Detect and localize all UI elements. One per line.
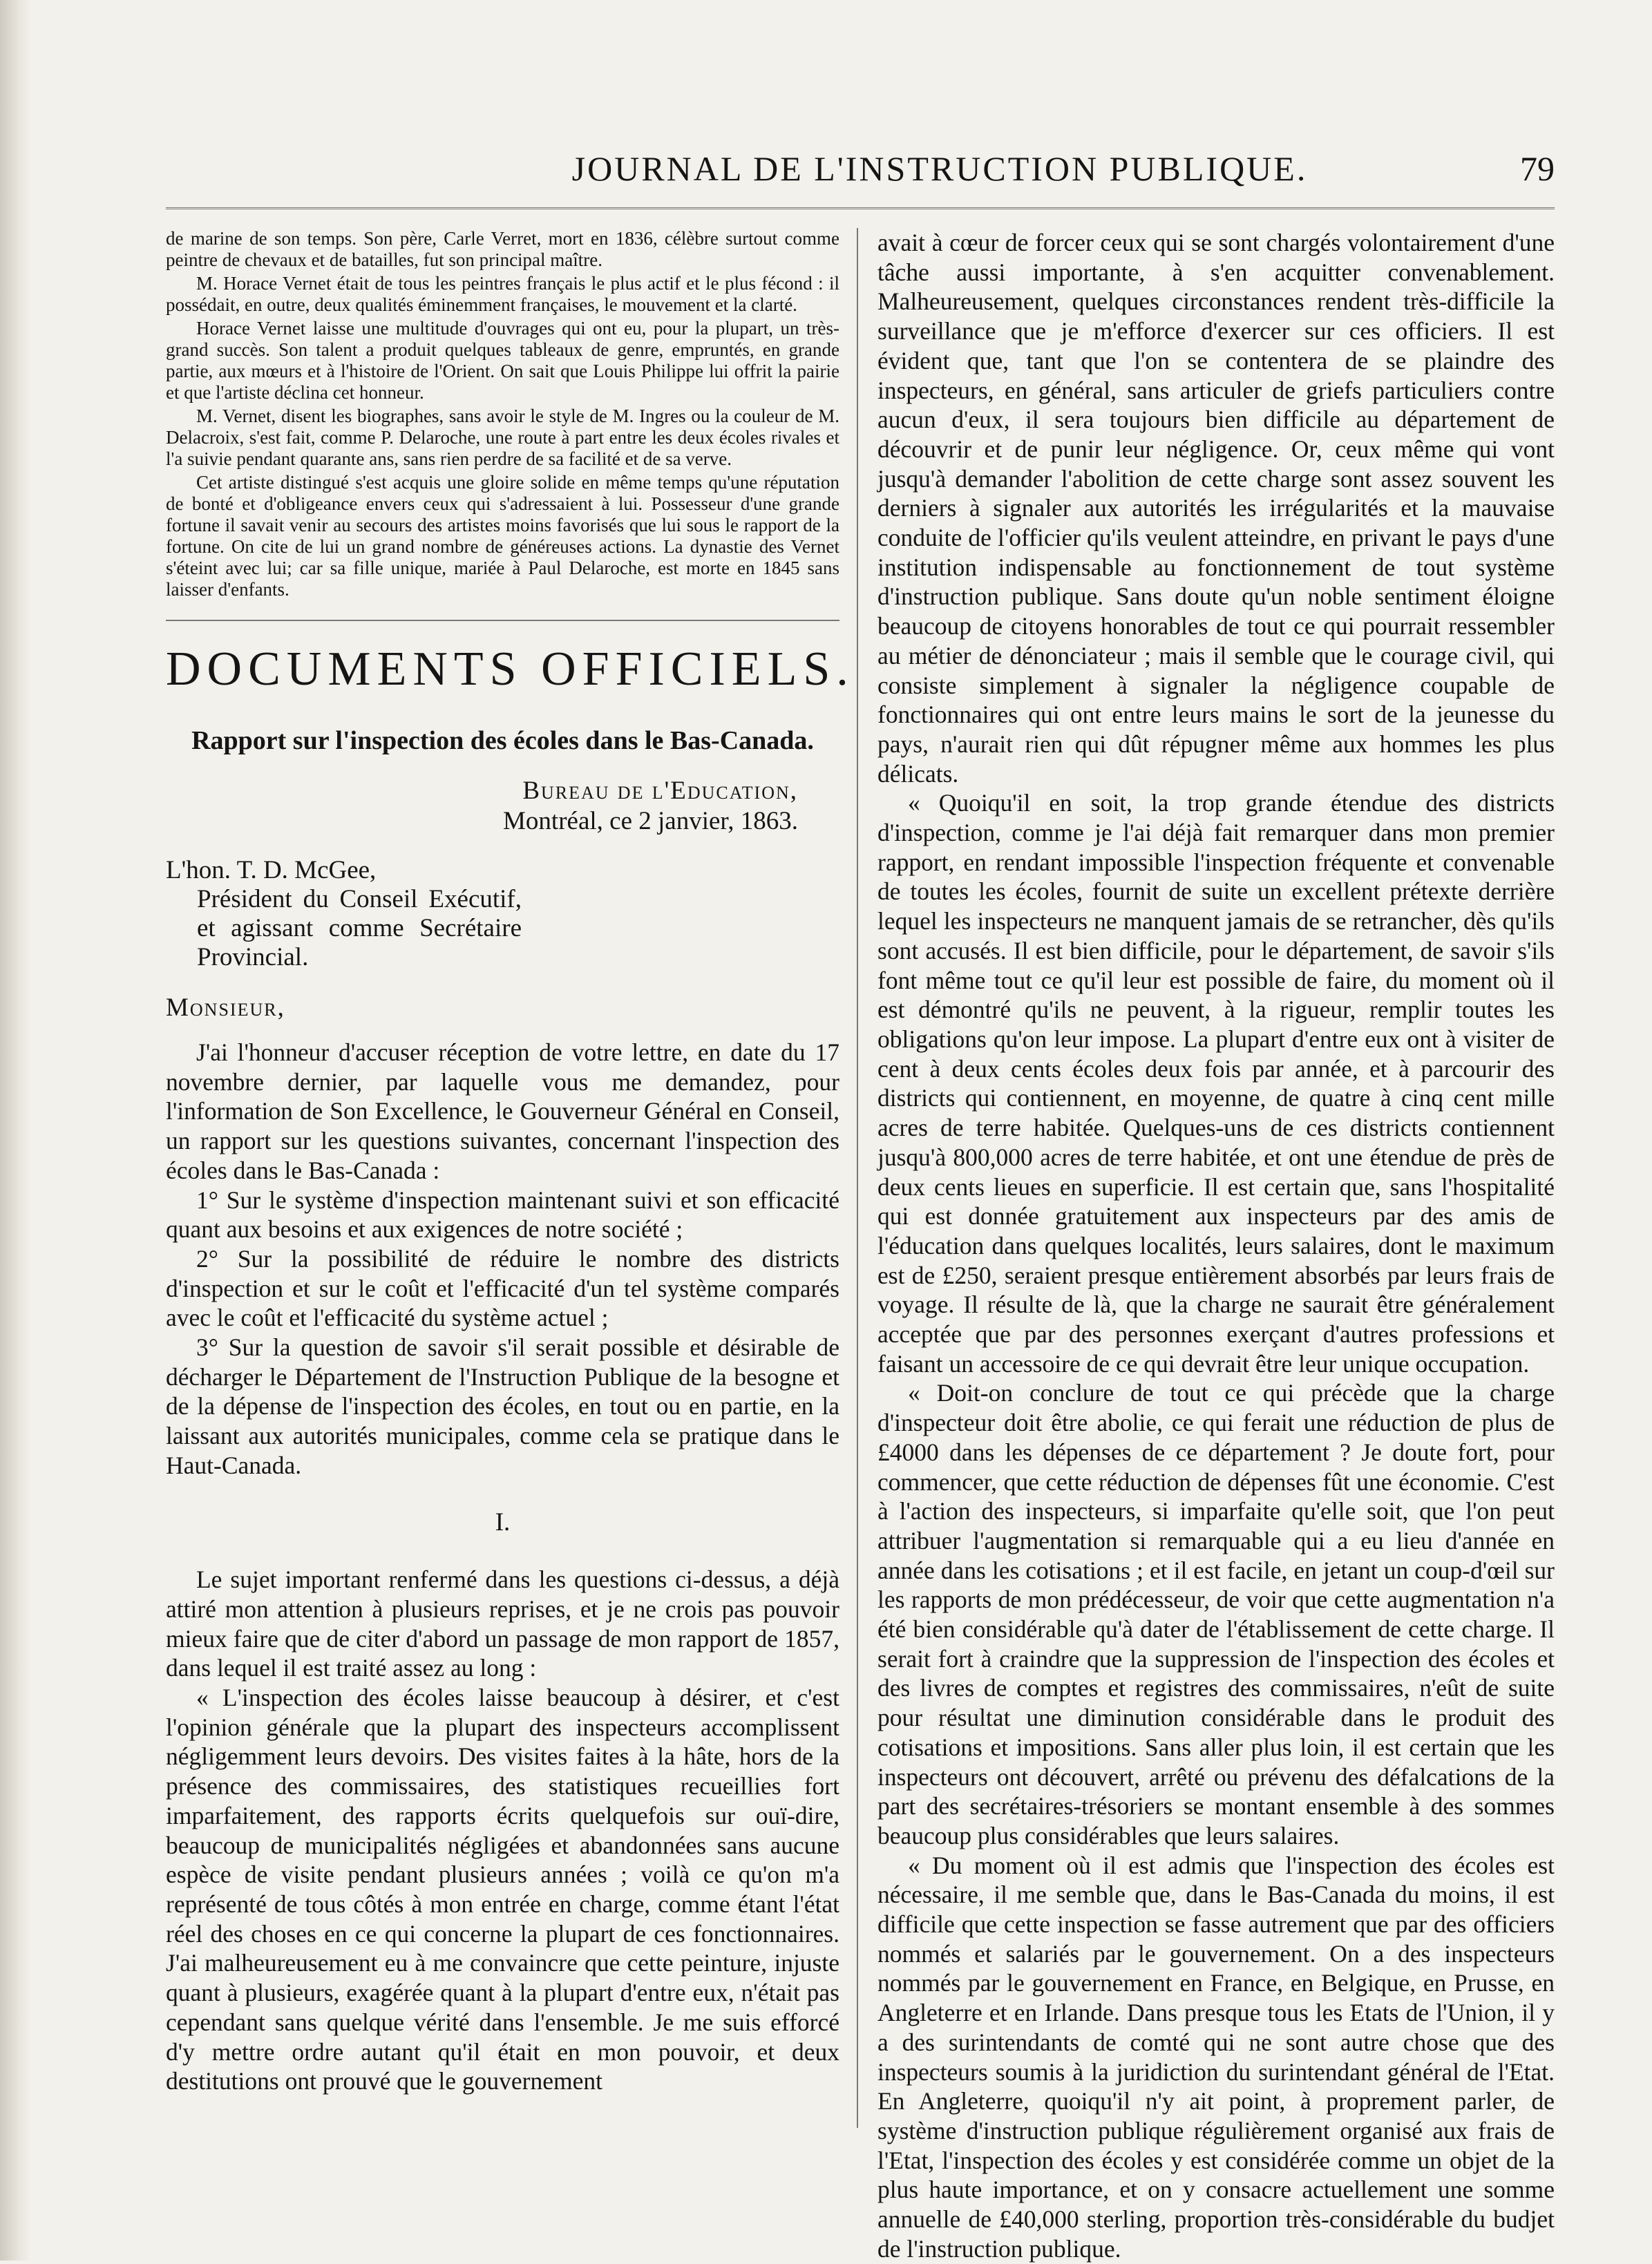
biography-section: [166, 228, 839, 600]
question-item: 1° Sur le système d'inspection maintenant suivi et son efficacité quant aux besoins et aux exigences de notre société ;: [166, 1186, 839, 1244]
body-paragraph: « Du moment où il est admis que l'inspection des écoles est nécessaire, il me semble que, dans le Bas-Canada du moins, il est difficile que cette inspection se fasse autrement que par des officiers nommés et salariés par le gouvernement. On a des inspecteurs nommés par le gouvernement en France, en Belgique, en Prusse, en Angleterre et en Irlande. Dans presque tous les Etats de l'Union, il y a des surintendants de comté qui ne sont autre chose que des inspecteurs soumis à la juridiction du surintendant général de l'Etat. En Angleterre, quoiqu'il n'y ait point, à proprement parler, de système d'instruction publique régulièrement organisé aux frais de l'Etat, l'inspection des écoles y est considérée comme un objet de la plus haute importance, et on y consacre actuellement une somme annuelle de £40,000 sterling, proportion très-considérable du budjet de l'instruction publique.: [877, 1851, 1555, 2263]
dateline-office: Bureau de l'Education,: [522, 777, 798, 805]
header-rule: [166, 207, 1555, 209]
bio-paragraph: de marine de son temps. Son père, Carle Verret, mort en 1836, célèbre surtout comme peintre de chevaux et de batailles, fut son principal maître.: [166, 228, 839, 270]
letter-body: [166, 1038, 839, 2096]
body-paragraph: « L'inspection des écoles laisse beaucoup à désirer, et c'est l'opinion générale que la plupart des inspecteurs accomplissent négligemment leurs devoirs. Des visites faites à la hâte, hors de la présence des commissaires, des statistiques recueillies fort imparfaitement, des rapports écrits quelquefois sur ouï-dire, beaucoup de municipalités négligées et abandonnées sans aucune espèce de visite pendant plusieurs années ; voilà ce qu'on m'a représenté de tous côtés à mon entrée en charge, comme étant l'état réel des choses en ce qui concerne la plupart de ces fonctionnaires. J'ai malheureusement eu à me convaincre que cette peinture, injuste quant à plusieurs, exagérée quant à la plupart d'entre eux, n'était pas cependant sans quelque vérité dans l'ensemble. Je me suis efforcé d'y mettre ordre autant qu'il était en mon pouvoir, et deux destitutions ont prouvé que le gouvernement: [166, 1684, 839, 2095]
body-paragraph: « Quoiqu'il en soit, la trop grande étendue des districts d'inspection, comme je l'ai déjà fait remarquer dans mon premier rapport, en rendant impossible l'inspection fréquente et convenable de toutes les écoles, fournit de suite un excellent prétexte derrière lequel les inspecteurs ne manquent jamais de se retrancher, dès qu'ils sont accusés. Il est bien difficile, pour le département, de savoir s'ils font même tout ce qu'il leur est possible de faire, du moment où il est démontré qu'ils ne peuvent, à la rigueur, remplir toutes les obligations qu'on leur impose. La plupart d'entre eux ont à visiter de cent à deux cents écoles deux fois par année, et à parcourir des districts qui contiennent, en moyenne, de quatre à cinq cent mille acres de terre habitée. Quelques-uns de ces districts contiennent jusqu'à 800,000 acres de terre habitée, et ont une étendue de près de deux cents lieues en superficie. Il est certain que, sans l'hospitalité qui est donnée gratuitement aux inspecteurs par des amis de l'éducation dans quelques localités, leurs salaires, dont le maximum est de £250, seraient presque entièrement absorbés par leurs frais de voyage. Il résulte de là, que la charge ne saurait être généralement acceptée que par des personnes exerçant d'autres professions et faisant un accessoire de ce qui devrait être leur unique occupation.: [877, 789, 1555, 1378]
addressee: [166, 856, 839, 972]
section-title: DOCUMENTS OFFICIELS.: [166, 643, 855, 696]
addressee-name: L'hon. T. D. McGee,: [166, 856, 377, 884]
body-paragraph: avait à cœur de forcer ceux qui se sont chargés volontairement d'une tâche aussi importante, à s'en acquitter convenablement. Malheureusement, quelques circonstances rendent très-difficile la surveillance que je m'efforce d'exercer sur ces officiers. Il est évident que, tant que l'on se contentera de se plaindre des inspecteurs, en général, sans articuler de griefs particuliers contre aucun d'eux, il sera toujours bien difficile au département de découvrir et de punir leur négligence. Or, ceux même qui vont jusqu'à demander l'abolition de cette charge sont assez souvent les derniers à signaler aux autorités les irrégularités et la mauvaise conduite de l'officier qu'ils veulent atteindre, en privant le pays d'une institution indispensable au fonctionnement de tout système d'instruction publique. Sans doute qu'un noble sentiment éloigne beaucoup de citoyens honorables de tout ce qui pourrait ressembler au métier de dénonciateur ; mais il semble que le courage civil, qui consiste simplement à signaler la négligence coupable de fonctionnaires qui ont entre leurs mains le sort de la jeunesse du pays, n'aurait rien qui dût répugner même aux hommes les plus délicats.: [877, 229, 1555, 788]
left-column: [166, 228, 855, 2096]
section-numeral: I.: [495, 1507, 511, 1537]
body-paragraph: « Doit-on conclure de tout ce qui précède que la charge d'inspecteur doit être abolie, ce qui ferait une réduction de plus de £4000 dans les dépenses de ce département ? Je doute fort, pour commencer, que cette réduction de dépenses fût une économie. C'est à l'action des inspecteurs, si imparfaite qu'elle soit, que l'on peut attribuer l'augmentation si remarquable qui a eu lieu d'année en année dans les cotisations ; et il est facile, en jetant un coup-d'œil sur les rapports de mon prédécesseur, de voir que cette augmentation n'a été bien considérable qu'à dater de l'établissement de cette charge. Il serait fort à craindre que la suppression de l'inspection des écoles et des livres de comptes et registres des commissaires, n'eût de suite pour résultat une diminution considérable dans le produit des cotisations et impositions. Sans aller plus loin, il est certain que les inspecteurs ont découvert, arrêté ou prévenu des défalcations de la part des secrétaires-trésoriers se montant ensemble à des sommes beaucoup plus considérables que leurs salaires.: [877, 1379, 1555, 1849]
right-column: [877, 228, 1555, 2264]
question-item: 3° Sur la question de savoir s'il serait possible et désirable de décharger le Département de l'Instruction Publique de la besogne et de la dépense de l'inspection des écoles, en tout ou en partie, en la laissant aux autorités municipales, comme cela se pratique dans le Haut-Canada.: [166, 1333, 839, 1479]
intro-paragraph: J'ai l'honneur d'accuser réception de votre lettre, en date du 17 novembre dernier, par laquelle vous me demandez, pour l'information de Son Excellence, le Gouverneur Général en Conseil, un rapport sur les questions suivantes, concernant l'inspection des écoles dans le Bas-Canada :: [166, 1038, 839, 1184]
page-header: [166, 149, 1555, 197]
question-item: 2° Sur la possibilité de réduire le nombre des districts d'inspection et sur le coût et l'efficacité d'un tel système comparés avec le coût et l'efficacité du système actuel ;: [166, 1244, 839, 1332]
report-title: Rapport sur l'inspection des écoles dans le Bas-Canada.: [191, 726, 814, 755]
salutation: Monsieur,: [166, 993, 285, 1022]
page-number: 79: [1520, 149, 1555, 188]
dateline-place-date: Montréal, ce 2 janvier, 1863.: [503, 807, 798, 835]
binding-edge: [0, 0, 32, 2261]
column-divider: [857, 228, 858, 2128]
body-paragraph: Le sujet important renfermé dans les questions ci-dessus, a déjà attiré mon attention à plusieurs reprises, et je ne crois pas pouvoir mieux faire que de citer d'abord un passage de mon rapport de 1857, dans lequel il est traité assez au long :: [166, 1566, 839, 1682]
bio-paragraph: M. Horace Vernet était de tous les peintres français le plus actif et le plus fécond : il possédait, en outre, deux qualités éminemment françaises, le mouvement et la clarté.: [166, 273, 839, 315]
bio-paragraph: M. Vernet, disent les biographes, sans avoir le style de M. Ingres ou la couleur de M. Delacroix, s'est fait, comme P. Delaroche, une route à part entre les deux écoles rivales et l'a suivie pendant quarante ans, sans rien perdre de sa facilité et de sa verve.: [166, 406, 839, 469]
running-title: JOURNAL DE L'INSTRUCTION PUBLIQUE.: [571, 149, 1308, 188]
bio-paragraph: Horace Vernet laisse une multitude d'ouvrages qui ont eu, pour la plupart, un très-grand succès. Son talent a produit quelques tableaux de genre, empruntés, en grande partie, aux mœurs et à l'histoire de l'Orient. On sait que Louis Philippe lui offrit la pairie et que l'artiste déclina cet honneur.: [166, 318, 839, 403]
bio-paragraph: Cet artiste distingué s'est acquis une gloire solide en même temps qu'une réputation de bonté et d'obligeance envers ceux qui s'adressaient à lui. Possesseur d'une grande fortune il savait venir au secours des artistes moins favorisés que lui sous le rapport de la fortune. On cite de lui un grand nombre de généreuses actions. La dynastie des Vernet s'éteint avec lui; car sa fille unique, mariée à Paul Delaroche, est morte en 1845 sans laisser d'enfants.: [166, 472, 839, 600]
section-rule: [166, 620, 839, 621]
addressee-title: Président du Conseil Exécutif, et agissant comme Secrétaire Provincial.: [197, 885, 522, 971]
dateline: [166, 776, 839, 837]
